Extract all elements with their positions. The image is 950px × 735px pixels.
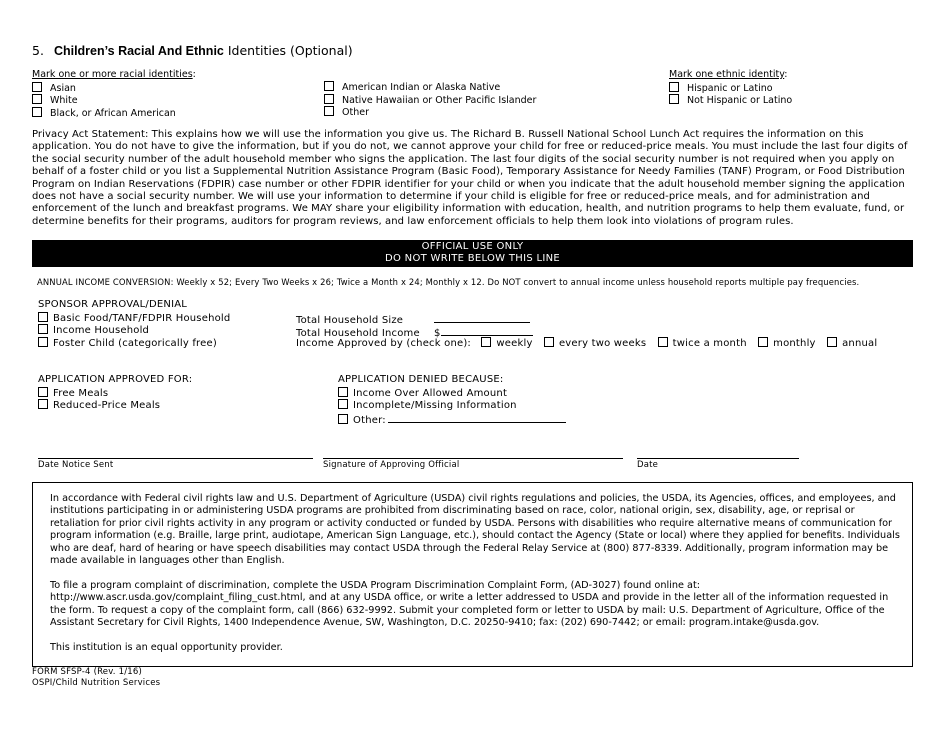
checkbox[interactable]	[827, 337, 837, 347]
annual-income-conversion: ANNUAL INCOME CONVERSION: Weekly x 52; Every Two Weeks x 26; Twice a Month x 24; Monthly x 12. Do NOT convert to annual income unless household reports multiple pay frequencies.	[37, 277, 860, 287]
frequency-option[interactable]	[481, 338, 532, 349]
denied-option-other[interactable]	[338, 412, 566, 425]
application-denied-group	[338, 374, 566, 424]
racial-option[interactable]	[324, 81, 536, 94]
approved-option-label: Free Meals	[53, 387, 109, 399]
date-label: Date	[637, 460, 659, 470]
frequency-option[interactable]	[658, 338, 747, 349]
checkbox[interactable]	[669, 82, 679, 92]
complaint-paragraph: To file a program complaint of discrimination, complete the USDA Program Discrimination Complaint Form, (AD-3027) found online at: http://www.ascr.usda.gov/complaint_filing_cust.html, and at any USDA office, or write a letter addressed to USDA and provide in the letter all of the information requested in the form. To request a copy of the complaint form, call (866) 632-9992. Submit your completed form or letter to USDA by mail: U.S. Department of Agriculture, Office of the Assistant Secretary for Civil Rights, 1400 Independence Avenue, SW, Washington, D.C. 20250-9410; fax: (202) 690-7442; or email: program.intake@usda.gov.	[50, 579, 889, 629]
date-notice-sent-line[interactable]	[38, 458, 313, 470]
civil-rights-notice	[32, 482, 913, 667]
section-title	[32, 43, 353, 58]
racial-heading-colon: :	[192, 69, 196, 80]
checkbox[interactable]	[38, 312, 48, 322]
sponsor-heading: SPONSOR APPROVAL/DENIAL	[38, 299, 188, 310]
frequency-option[interactable]	[758, 338, 816, 349]
checkbox[interactable]	[338, 387, 348, 397]
racial-option-label: White	[50, 95, 78, 106]
household-income-label: Total Household Income	[296, 327, 420, 339]
privacy-act-statement: Privacy Act Statement: This explains how we will use the information you give us. The Richard B. Russell National School Lunch Act requires the information on this application. You do not have to give the information, but if you do not, we cannot approve your child for free or reduced-price meals. You must include the last four digits of the social security number of the adult household member who signs the application. The last four digits of the social security number is not required when you apply on behalf of a foster child or you list a Supplemental Nutrition Assistance Program (Basic Food), Temporary Assistance for Needy Families (TANF) Program, or Food Distribution Program on Indian Reservations (FDPIR) case number or other FDPIR identifier for your child or when you indicate that the adult household member signing the application does not have a social security number. We will use your information to determine if your child is eligible for free or reduced-price meals, and for administration and enforcement of the lunch and breakfast programs. We MAY share your eligibility information with education, health, and nutrition programs to help them evaluate, fund, or determine benefits for their programs, auditors for program reviews, and law enforcement officials to help them look into violations of program rules.	[32, 129, 908, 227]
checkbox[interactable]	[338, 414, 348, 424]
checkbox[interactable]	[38, 337, 48, 347]
date-line[interactable]	[637, 458, 799, 470]
racial-identity-group-1	[32, 69, 196, 119]
ethnic-option[interactable]	[669, 94, 792, 107]
frequency-label: twice a month	[672, 338, 747, 349]
racial-option-label: Asian	[50, 82, 76, 94]
checkbox[interactable]	[32, 94, 42, 104]
official-use-line1: OFFICIAL USE ONLY	[421, 241, 524, 252]
household-totals	[296, 312, 877, 350]
racial-option-label: American Indian or Alaska Native	[342, 82, 501, 93]
income-approved-label: Income Approved by (check one):	[296, 338, 471, 349]
form-id: FORM SFSP-4 (Rev. 1/16)	[32, 667, 143, 677]
denied-heading: APPLICATION DENIED BECAUSE:	[338, 374, 504, 385]
denied-other-label: Other:	[353, 414, 386, 426]
approved-heading: APPLICATION APPROVED FOR:	[38, 374, 193, 385]
frequency-option[interactable]	[827, 338, 877, 349]
ethnic-option-label: Hispanic or Latino	[687, 82, 773, 94]
application-approved-group	[38, 374, 192, 412]
civil-rights-paragraph: In accordance with Federal civil rights law and U.S. Department of Agriculture (USDA) civil rights regulations and policies, the USDA, its Agencies, offices, and employees, and institutions participating in or administering USDA programs are prohibited from discriminating based on race, color, national origin, sex, disability, age, or reprisal or retaliation for prior civil rights activity in any program or activity conducted or funded by USDA. Persons with disabilities who require alternative means of communication for program information (e.g. Braille, large print, audiotape, American Sign Language, etc.), should contact the Agency (State or local) where they applied for benefits. Individuals who are deaf, hard of hearing or have speech disabilities may contact USDA through the Federal Relay Service at (800) 877-8339. Additionally, program information may be made available in languages other than English.	[50, 493, 900, 567]
checkbox[interactable]	[544, 337, 554, 347]
equal-opportunity-statement: This institution is an equal opportunity provider.	[50, 641, 283, 653]
denied-other-field[interactable]	[388, 412, 566, 423]
official-use-line2: DO NOT WRITE BELOW THIS LINE	[385, 253, 560, 264]
sponsor-option-label: Foster Child (categorically free)	[53, 337, 217, 349]
racial-option-label: Native Hawaiian or Other Pacific Islander	[342, 94, 537, 106]
section-number: 5.	[32, 43, 44, 58]
frequency-label: annual	[842, 338, 878, 349]
approved-option-label: Reduced-Price Meals	[53, 400, 161, 411]
checkbox[interactable]	[658, 337, 668, 347]
checkbox[interactable]	[324, 94, 334, 104]
approved-option[interactable]	[38, 387, 192, 400]
checkbox[interactable]	[38, 387, 48, 397]
denied-option-label: Income Over Allowed Amount	[353, 387, 508, 399]
approving-official-signature-line[interactable]	[323, 458, 623, 470]
checkbox[interactable]	[481, 337, 491, 347]
ethnic-option[interactable]	[669, 82, 792, 95]
section-title-rest: Identities (Optional)	[223, 43, 353, 58]
checkbox[interactable]	[324, 106, 334, 116]
checkbox[interactable]	[669, 94, 679, 104]
checkbox[interactable]	[38, 399, 48, 409]
racial-identity-group-2	[324, 81, 536, 119]
approved-option[interactable]	[38, 399, 192, 412]
denied-option[interactable]	[338, 387, 566, 400]
racial-option-label: Other	[342, 107, 369, 118]
official-use-banner	[32, 240, 913, 267]
approving-official-label: Signature of Approving Official	[323, 460, 460, 470]
racial-option[interactable]	[324, 94, 536, 107]
ethnic-identity-group	[669, 69, 792, 107]
racial-option[interactable]	[32, 82, 196, 95]
racial-heading: Mark one or more racial identities	[32, 69, 193, 80]
sponsor-option[interactable]	[38, 312, 230, 325]
racial-option[interactable]	[32, 94, 196, 107]
checkbox[interactable]	[32, 107, 42, 117]
checkbox[interactable]	[338, 399, 348, 409]
denied-option-label: Incomplete/Missing Information	[353, 400, 517, 411]
ethnic-heading-colon: :	[784, 69, 788, 80]
sponsor-option[interactable]	[38, 337, 230, 350]
frequency-option[interactable]	[544, 338, 646, 349]
racial-option-label: Black, or African American	[50, 107, 176, 119]
ethnic-heading: Mark one ethnic identity	[669, 69, 785, 80]
household-size-field[interactable]	[434, 312, 530, 323]
ethnic-option-label: Not Hispanic or Latino	[687, 95, 793, 106]
sponsor-option[interactable]	[38, 324, 230, 337]
sponsor-approval-group	[38, 299, 230, 349]
racial-option[interactable]	[32, 107, 196, 120]
household-income-field[interactable]	[441, 325, 533, 336]
checkbox[interactable]	[32, 82, 42, 92]
currency-symbol: $	[434, 327, 441, 339]
section-title-bold: Children’s Racial And Ethnic	[53, 44, 224, 58]
frequency-label: every two weeks	[558, 338, 647, 349]
sponsor-option-label: Income Household	[53, 325, 150, 336]
household-size-label: Total Household Size	[296, 315, 404, 326]
denied-option[interactable]	[338, 399, 566, 412]
sponsor-option-label: Basic Food/TANF/FDPIR Household	[53, 312, 231, 324]
frequency-label: weekly	[496, 338, 533, 349]
checkbox[interactable]	[38, 324, 48, 334]
date-notice-sent-label: Date Notice Sent	[38, 460, 114, 470]
office-name: OSPI/Child Nutrition Services	[32, 677, 161, 688]
racial-option[interactable]	[324, 106, 536, 119]
frequency-label: monthly	[773, 338, 816, 349]
checkbox[interactable]	[758, 337, 768, 347]
checkbox[interactable]	[324, 81, 334, 91]
form-footer	[32, 667, 160, 688]
